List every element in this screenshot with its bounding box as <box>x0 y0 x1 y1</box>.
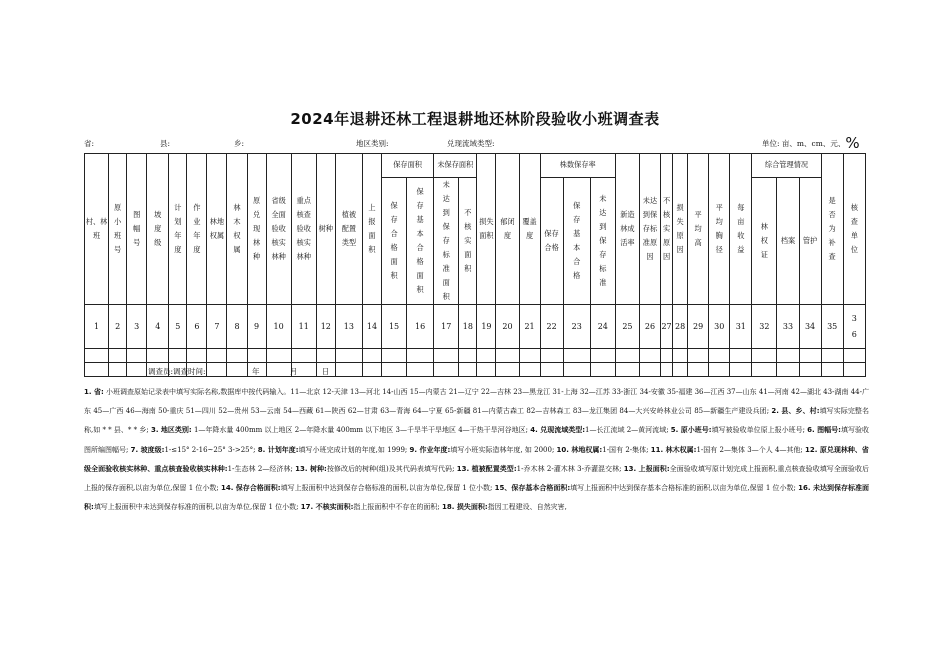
col-check-unit: 核查单位 <box>843 154 865 305</box>
page-title: 2024年退耕还林工程退耕地还林阶段验收小班调查表 <box>290 110 660 128</box>
col-tree-species: 树种 <box>316 154 335 305</box>
col-map-sheet: 图幅号 <box>127 154 147 305</box>
col-supplementary: 是否为补查 <box>821 154 843 305</box>
col-orig-subplot: 原小班号 <box>109 154 127 305</box>
county-field: 县: <box>160 139 171 148</box>
col-loss-area: 损失面积 <box>477 154 496 305</box>
col-income-per-mu: 每亩收益 <box>730 154 752 305</box>
group-preserved-area: 保存面积 <box>382 154 434 178</box>
survey-year: 年 <box>251 367 260 376</box>
col-avg-dbh: 平均胸径 <box>709 154 730 305</box>
basin-type-field: 兑现流域类型: <box>447 139 495 148</box>
col-rate-below: 未达到保存标准 <box>590 178 615 305</box>
col-forest-cert: 林权证 <box>752 178 777 305</box>
group-plant-survival-rate: 株数保存率 <box>540 154 615 178</box>
col-orig-forest-type: 原兑现林种 <box>247 154 266 305</box>
col-unmet-reason: 未达到保存标准原因 <box>639 154 660 305</box>
col-coverage: 覆盖度 <box>519 154 540 305</box>
survey-table <box>84 153 866 377</box>
township-field: 乡: <box>234 139 245 148</box>
col-maintenance: 管护 <box>799 178 821 305</box>
col-canopy-density: 郁闭度 <box>496 154 519 305</box>
group-unpreserved-area: 未保存面积 <box>434 154 477 178</box>
col-key-forest-type: 重点核查验收核实林种 <box>291 154 316 305</box>
surveyor-label: 调查员:调查时间: <box>148 367 206 376</box>
col-below-standard-area: 未达到保存标准面积 <box>434 178 459 305</box>
group-management: 综合管理情况 <box>752 154 821 178</box>
column-number-row: 1 2 3 4 5 6 7 8 9 10 11 12 13 14 15 16 17 18 19 20 21 22 23 24 25 26 27 28 29 30 31 32 33 34 35 36 <box>85 305 866 349</box>
surveyor-line <box>148 366 329 377</box>
col-tree-ownership: 林木权属 <box>227 154 247 305</box>
col-qualified-area: 保存合格面积 <box>382 178 407 305</box>
col-plan-year: 计划年度 <box>169 154 187 305</box>
col-work-year: 作业年度 <box>187 154 207 305</box>
col-reported-area: 上报面积 <box>362 154 381 305</box>
col-rate-basic: 保存基本合格 <box>563 178 590 305</box>
col-avg-height: 平均高 <box>688 154 709 305</box>
unit-note <box>762 134 860 152</box>
region-type-field: 地区类别: <box>356 139 389 148</box>
col-basic-qualified-area: 保存基本合格面积 <box>407 178 434 305</box>
col-land-ownership: 林地权属 <box>207 154 227 305</box>
col-rate-qualified: 保存合格 <box>540 178 563 305</box>
col-archive: 档案 <box>777 178 799 305</box>
province-field: 省: <box>84 139 95 148</box>
instructions: 1. 省: 小班调查原始记录表中填写实际名称,数据库中按代码输入。11—北京 12-天津 13—河北 14-山西 15—内蒙古 21—辽宁 22—吉林 23—黑龙江 31-上海 32—江苏 33-浙江 34-安徽 35-福建 36—江西 37—山东 41—河南 42—湖北 43-湖南 44-广东 45—广西 46—海南 50-重庆 51—四川 52—贵州 53—云南 54—西藏 61—陕西 62—甘肃 63—青海 64—宁夏 65-新疆 81—内蒙古森工 82—吉林森工 83—龙江集团 84—大兴安岭林业公司 85—新疆生产建设兵团; 2. 县、乡、村:填写实际完整名称,如 * * 县、* * 乡; 3. 地区类别: 1—年降水量 400mm 以上地区 2—年降水量 400mm 以下地区 3—千旱半干旱地区 4—干热干旱河谷地区; 4. 兑现流域类型:1—长江流域 2—黄河流域; 5. 原小班号:填写被验收单位原上报小班号; 6. 图幅号:填写验收图所编图幅号; 7. 坡度级:1-≤15° 2-16~25° 3->25°; 8. 计划年度:填写小班完成计划的年度,如 1999; 9. 作业年度:填写小班实际造林年度, 如 2000; 10. 林地权属:1-国有 2-集体; 11. 林木权属:1-国有 2—集体 3—个人 4—其他; 12. 原兑现林种、省级全面验收核实林种、重点核查验收核实林种:1-生态林 2—经济林; 13. 树种:按修改后的树种(组)及其代码表填写代码; 13. 植被配置类型:1-乔木林 2-灌木林 3-乔灌混交林; 13. 上报面积:全面验收填写原计划完成上报面积,重点核查验收填写全面验收后上报的保存面积,以亩为单位,保留 1 位小数; 14. 保存合格面积:填写上报面积中达到保存合格标准的面积,以亩为单位,保留 1 位小数; 15、保存基本合格面积:填写上报面积中达到保存基本合格标准的面积,以亩为单位,保留 1 位小数; 16. 未达到保存标准面积:填写上报面积中未达到保存标准的面积,以亩为单位,保留 1 位小数; 17. 不核实面积:指上报面积中不存在的面积; 18. 损失面积:指因工程建设、自然灾害, <box>84 388 870 512</box>
col-unverified-reason: 不核实原因 <box>661 154 673 305</box>
col-prov-forest-type: 省级全面验收核实林种 <box>266 154 291 305</box>
col-vegetation-type: 植被配置类型 <box>335 154 362 305</box>
table-row <box>85 349 866 363</box>
unit-percent: % <box>845 134 860 152</box>
col-loss-reason: 损失原因 <box>673 154 688 305</box>
col-new-survival-rate: 新造林成活率 <box>615 154 639 305</box>
col-slope-grade: 坡度级 <box>147 154 169 305</box>
col-village: 村、林班 <box>85 154 109 305</box>
unit-prefix: 单位: 亩、m、cm、元、 <box>762 139 846 148</box>
survey-month: 月 <box>289 367 298 376</box>
survey-day: 日 <box>321 367 330 376</box>
col-unverified-area: 不核实面积 <box>459 178 477 305</box>
